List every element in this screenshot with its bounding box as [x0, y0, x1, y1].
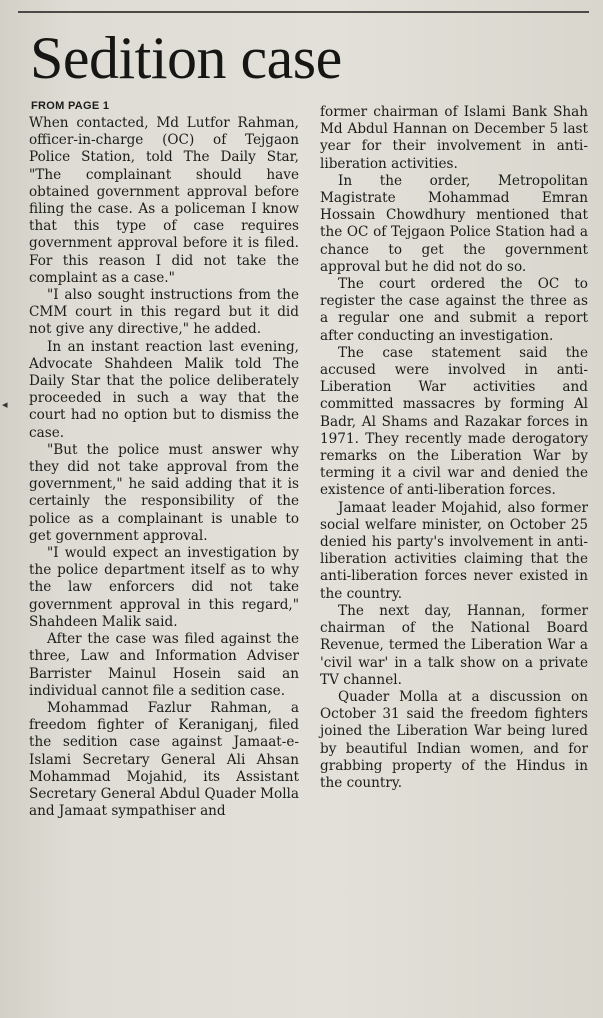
headline: Sedition case [30, 25, 342, 91]
paragraph: Jamaat leader Mojahid, also former social welfare minister, on October 25 denied his party's involvement in anti-liberation activities claiming that the anti-liberation forces never existed in the country. [320, 499, 588, 602]
paragraph: In the order, Metropolitan Magistrate Mohammad Emran Hossain Chowdhury mentioned that the OC of Tejgaon Police Station had a chance to get the government approval but he did not do so. [320, 172, 588, 275]
left-column [29, 100, 299, 820]
top-rule [18, 11, 589, 13]
paragraph: When contacted, Md Lutfor Rahman, officer-in-charge (OC) of Tejgaon Police Station, told The Daily Star, "The complainant should have obtained government approval before filing the case. As a policeman I know that this type of case requires government approval before it is filed. For this reason I did not take the complaint as a case." [29, 115, 299, 286]
paragraph: Mohammad Fazlur Rahman, a freedom fighter of Keraniganj, filed the sedition case against Jamaat-e-Islami Secretary General Ali Ahsan Mohammad Mojahid, its Assistant Secretary General Abdul Quader Molla and Jamaat sympathiser and [29, 699, 299, 820]
right-column [320, 104, 588, 792]
paragraph: "But the police must answer why they did not take approval from the government," he said adding that it is certainly the responsibility of the police as a complainant is unable to get government approval. [29, 441, 299, 544]
paragraph: "I also sought instructions from the CMM court in this regard but it did not give any directive," he added. [29, 287, 299, 338]
continuation-kicker: FROM PAGE 1 [31, 100, 110, 112]
paragraph: The case statement said the accused were involved in anti-Liberation War activities and committed massacres by forming Al Badr, Al Shams and Razakar forces in 1971. They recently made derogatory remarks on the Liberation War by terming it a civil war and denied the existence of anti-liberation forces. [320, 344, 588, 499]
paragraph: Quader Molla at a discussion on October 31 said the freedom fighters joined the Liberation War being lured by beautiful Indian women, and for grabbing property of the Hindus in the country. [320, 688, 588, 791]
paragraph: former chairman of Islami Bank Shah Md Abdul Hannan on December 5 last year for their involvement in anti-liberation activities. [320, 104, 588, 172]
paragraph: The next day, Hannan, former chairman of the National Board Revenue, termed the Liberation War a 'civil war' in a talk show on a private TV channel. [320, 602, 588, 688]
paragraph: "I would expect an investigation by the police department itself as to why the law enforcers did not take government approval in this regard," Shahdeen Malik said. [29, 545, 299, 630]
paragraph: In an instant reaction last evening, Advocate Shahdeen Malik told The Daily Star that the police deliberately proceeded in such a way that the court had no option but to dismiss the case. [29, 338, 299, 441]
paragraph: The court ordered the OC to register the case against the three as a regular one and submit a report after conducting an investigation. [320, 276, 588, 344]
margin-mark: ◂ [2, 398, 8, 411]
paragraph: After the case was filed against the three, Law and Information Adviser Barrister Mainul Hosein said an individual cannot file a sedition case. [29, 631, 299, 699]
